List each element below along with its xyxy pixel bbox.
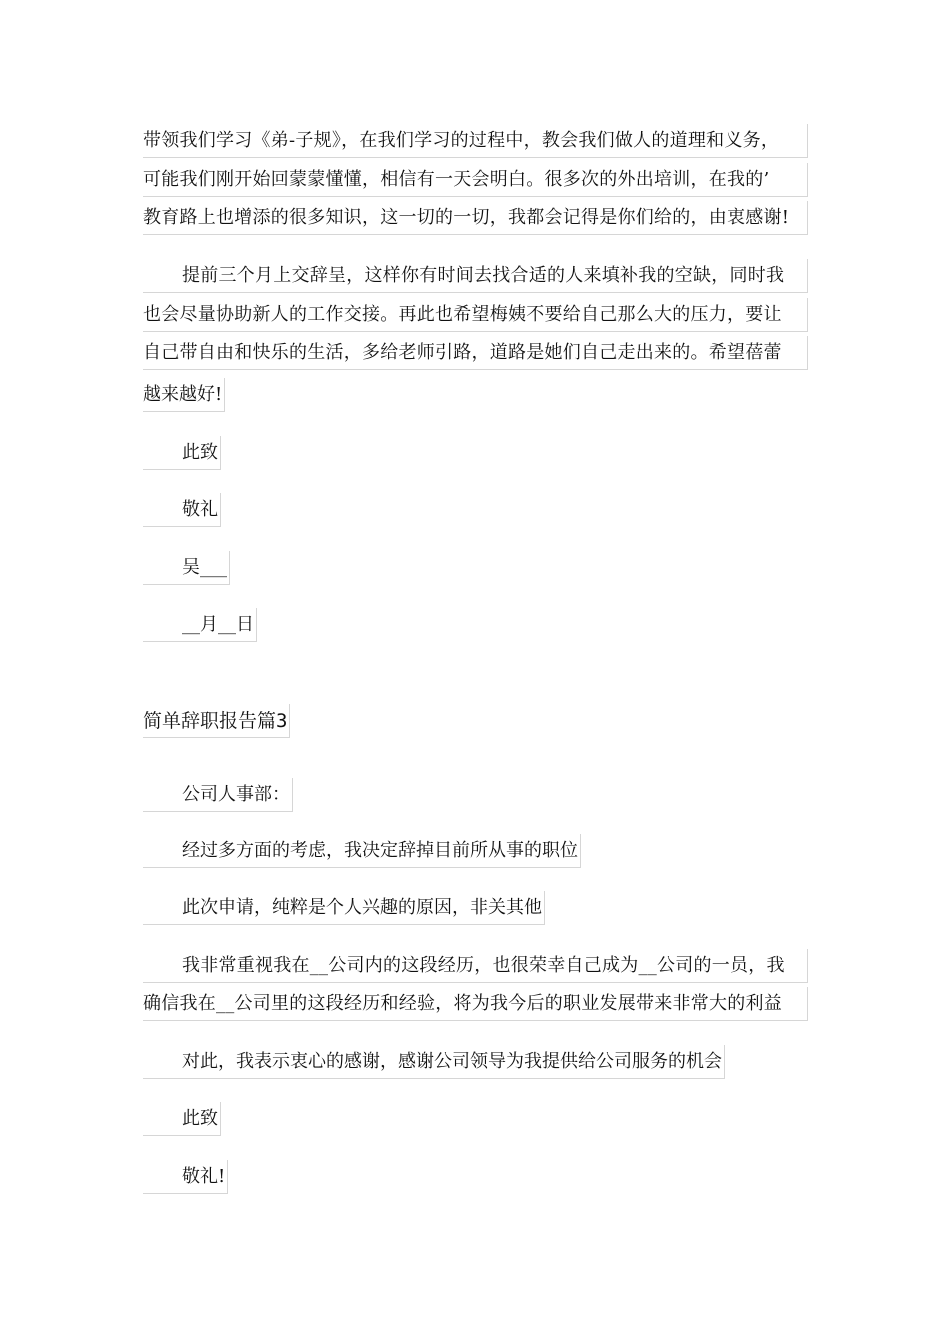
paragraph-line: 我非常重视我在__公司内的这段经历，也很荣幸自己成为__公司的一员，我	[143, 949, 808, 983]
closing-jingli: 敬礼!	[143, 1160, 228, 1194]
salutation: 公司人事部：	[143, 778, 293, 812]
paragraph-line: 经过多方面的考虑，我决定辞掉目前所从事的职位	[143, 834, 581, 868]
paragraph-line: 提前三个月上交辞呈，这样你有时间去找合适的人来填补我的空缺，同时我	[143, 259, 808, 293]
paragraph-line: 带领我们学习《弟-子规》，在我们学习的过程中，教会我们做人的道理和义务，	[143, 124, 808, 158]
paragraph-line: 确信我在__公司里的这段经历和经验，将为我今后的职业发展带来非常大的利益	[143, 987, 808, 1021]
paragraph-line: 对此，我表示衷心的感谢，感谢公司领导为我提供给公司服务的机会	[143, 1045, 725, 1079]
paragraph-line: 教育路上也增添的很多知识，这一切的一切，我都会记得是你们给的，由衷感谢!	[143, 201, 808, 235]
paragraph-line: 越来越好!	[143, 378, 225, 412]
paragraph-line: 可能我们刚开始回蒙蒙懂懂，相信有一天会明白。很多次的外出培训，在我的’	[143, 163, 808, 197]
paragraph-line: 自己带自由和快乐的生活，多给老师引路，道路是她们自己走出来的。希望蓓蕾	[143, 336, 808, 370]
paragraph-line: 也会尽量协助新人的工作交接。再此也希望梅姨不要给自己那么大的压力，要让	[143, 298, 808, 332]
closing-zhici: 此致	[143, 436, 221, 470]
closing-jingli: 敬礼	[143, 493, 221, 527]
closing-zhici: 此致	[143, 1102, 221, 1136]
section-title: 简单辞职报告篇3	[143, 704, 290, 738]
signature: 吴___	[143, 551, 230, 585]
date-line: __月__日	[143, 608, 257, 642]
paragraph-line: 此次申请，纯粹是个人兴趣的原因，非关其他	[143, 891, 545, 925]
